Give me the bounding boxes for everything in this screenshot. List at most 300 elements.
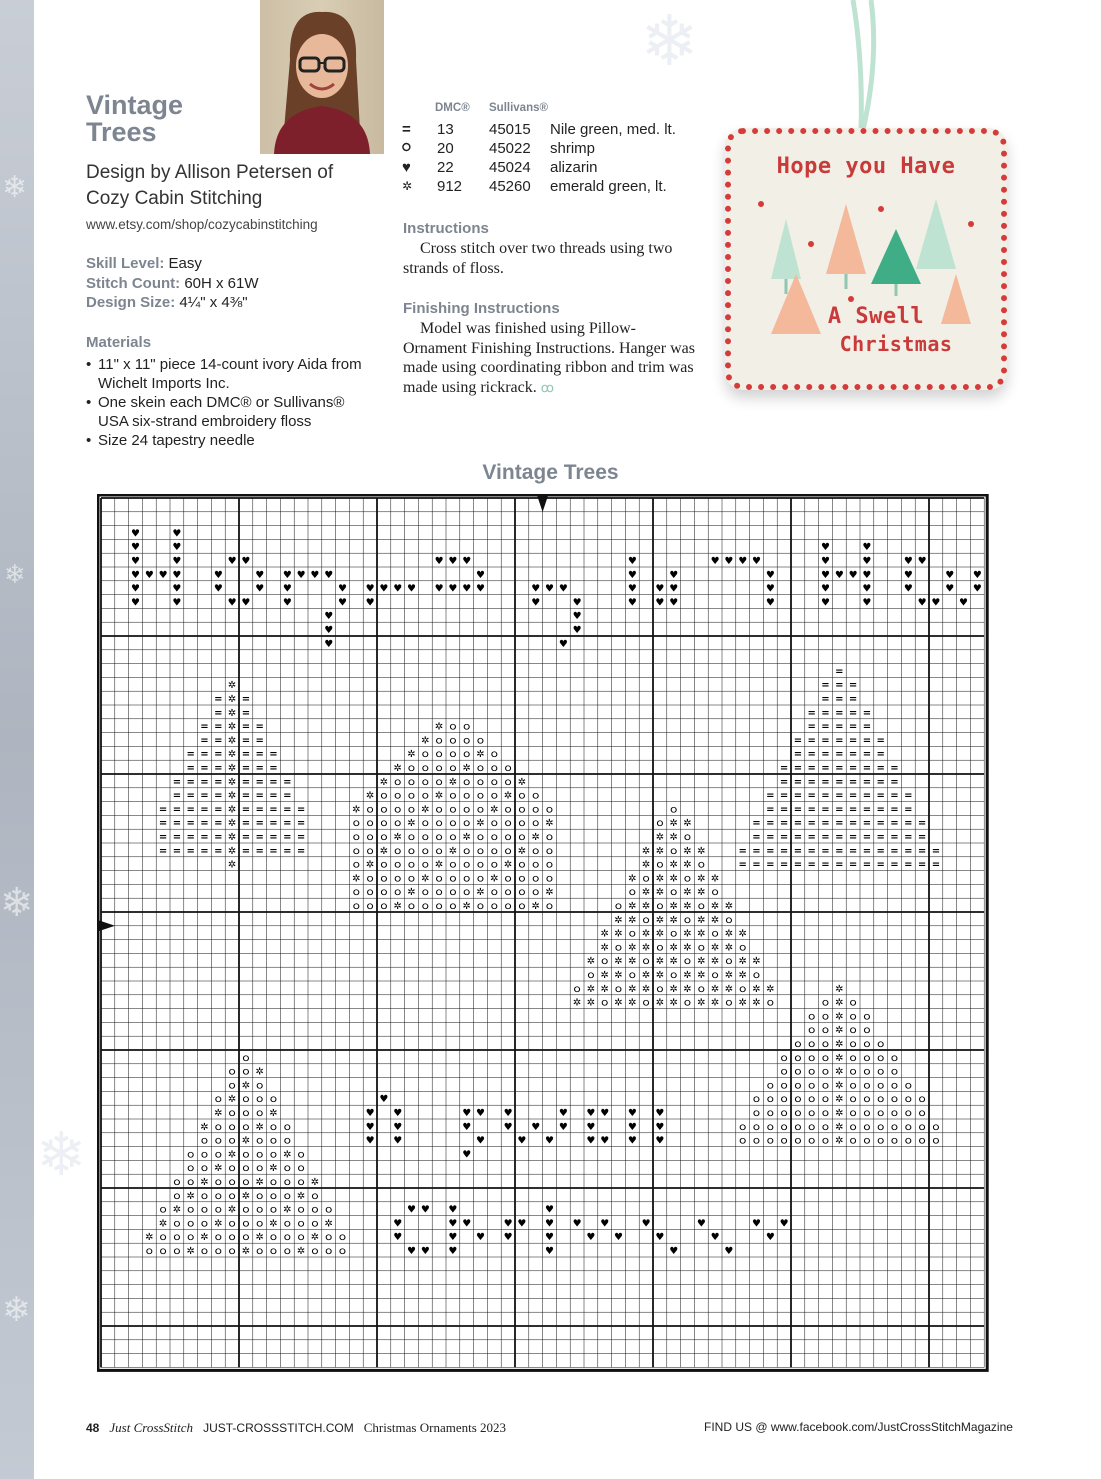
equals-stitch: = — [158, 845, 168, 857]
circle-stitch: ⭘ — [932, 1122, 940, 1132]
circle-stitch: ⭘ — [187, 1164, 194, 1174]
circle-stitch: ⭘ — [822, 1039, 829, 1049]
heart-stitch: ♥ — [586, 1107, 596, 1119]
heart-stitch: ♥ — [655, 1107, 665, 1119]
circle-stitch: ⭘ — [905, 1122, 912, 1132]
heart-stitch: ♥ — [531, 597, 541, 609]
pattern-title: Vintage Trees — [86, 90, 184, 147]
finishing-section — [403, 300, 698, 397]
equals-stitch: = — [876, 762, 885, 774]
tree-stitch: ✲ — [214, 1163, 223, 1175]
equals-stitch: = — [793, 776, 803, 788]
circle-stitch: ⭘ — [449, 805, 457, 815]
circle-stitch: ⭘ — [615, 943, 622, 953]
tree-stitch: ✲ — [683, 845, 692, 857]
circle-stitch: ⭘ — [187, 1233, 194, 1243]
circle-stitch: ⭘ — [808, 1067, 815, 1077]
circle-stitch: ⭘ — [284, 1136, 291, 1146]
heart-stitch: ♥ — [131, 569, 140, 581]
circle-stitch: ⭘ — [201, 1191, 208, 1201]
equals-stitch: = — [876, 804, 885, 816]
equals-stitch: = — [255, 749, 264, 761]
equals-stitch: = — [283, 845, 292, 857]
circle-stitch: ⭘ — [849, 1122, 857, 1132]
tree-stitch: ✲ — [835, 997, 844, 1009]
circle-stitch: ⭘ — [284, 1219, 291, 1229]
circle-stitch: ⭘ — [408, 832, 415, 842]
tree-stitch: ✲ — [227, 859, 237, 871]
circle-stitch: ⭘ — [491, 888, 498, 898]
circle-stitch: ⭘ — [767, 998, 774, 1008]
circle-stitch: ⭘ — [270, 1191, 277, 1201]
equals-stitch: = — [269, 776, 278, 788]
equals-stitch: = — [241, 749, 251, 761]
tree-stitch: ✲ — [641, 969, 651, 981]
equals-stitch: = — [807, 831, 816, 843]
equals-stitch: = — [738, 845, 747, 857]
circle-stitch: ⭘ — [822, 1081, 829, 1091]
tree-stitch: ✲ — [655, 914, 665, 926]
heart-stitch: ♥ — [172, 542, 182, 554]
circle-stitch: ⭘ — [518, 860, 526, 870]
circle-stitch: ⭘ — [242, 1067, 250, 1077]
equals-stitch: = — [821, 762, 830, 774]
circle-stitch: ⭘ — [739, 1122, 746, 1132]
circle-stitch: ⭘ — [463, 777, 470, 787]
circle-stitch: ⭘ — [353, 888, 360, 898]
circle-stitch: ⭘ — [242, 1219, 250, 1229]
circle-stitch: ⭘ — [394, 846, 401, 856]
circle-stitch: ⭘ — [504, 846, 512, 856]
circle-stitch: ⭘ — [422, 819, 429, 829]
equals-stitch: = — [241, 845, 251, 857]
tree-stitch: ✲ — [600, 928, 609, 940]
equals-stitch: = — [186, 831, 195, 843]
circle-stitch: ⭘ — [532, 819, 539, 829]
equals-stitch: = — [807, 818, 816, 830]
tree-stitch: ✲ — [227, 707, 237, 719]
equals-stitch: = — [214, 749, 223, 761]
equals-stitch: = — [890, 804, 899, 816]
circle-stitch: ⭘ — [546, 874, 553, 884]
circle-stitch: ⭘ — [670, 970, 677, 980]
circle-stitch: ⭘ — [822, 1108, 829, 1118]
tree-stitch: ✲ — [683, 900, 692, 912]
tree-stitch: ✲ — [710, 983, 720, 995]
equals-stitch: = — [821, 845, 830, 857]
circle-stitch: ⭘ — [325, 1246, 332, 1256]
heart-stitch: ♥ — [517, 1218, 527, 1230]
equals-stitch: = — [835, 790, 844, 802]
equals-stitch: = — [821, 749, 830, 761]
circle-stitch: ⭘ — [463, 805, 470, 815]
equals-stitch: = — [807, 859, 816, 871]
tree-stitch: ✲ — [614, 928, 623, 940]
circle-stitch: ⭘ — [270, 1150, 277, 1160]
heart-stitch: ♥ — [365, 1121, 375, 1133]
heart-stitch: ♥ — [710, 1232, 720, 1244]
magazine-site: JUST-CROSSSTITCH.COM — [203, 1421, 354, 1435]
tree-stitch: ✲ — [641, 942, 651, 954]
equals-stitch: = — [862, 831, 872, 843]
tree-stitch: ✲ — [214, 1107, 223, 1119]
tree-stitch: ✲ — [255, 1176, 264, 1188]
equals-stitch: = — [793, 845, 803, 857]
circle-stitch: ⭘ — [656, 984, 664, 994]
ribbon-hanger-icon — [713, 0, 1013, 40]
heart-stitch: ♥ — [862, 569, 872, 581]
circle-stitch: ⭘ — [463, 791, 470, 801]
tree-stitch: ✲ — [683, 969, 692, 981]
circle-stitch: ⭘ — [822, 1095, 829, 1105]
equals-stitch: = — [779, 859, 789, 871]
equals-stitch: = — [793, 790, 803, 802]
equals-stitch: = — [283, 831, 292, 843]
circle-stitch: ⭘ — [477, 791, 484, 801]
equals-stitch: = — [241, 693, 251, 705]
tree-stitch: ✲ — [379, 845, 389, 857]
circle-stitch: ⭘ — [504, 805, 512, 815]
equals-stitch: = — [821, 831, 830, 843]
tree-stitch: ✲ — [365, 790, 375, 802]
magazine-name: Just CrossStitch — [109, 1420, 194, 1435]
equals-stitch: = — [241, 804, 251, 816]
circle-stitch: ⭘ — [808, 1122, 815, 1132]
heart-stitch: ♥ — [476, 583, 485, 595]
designer-url[interactable]: www.etsy.com/shop/cozycabinstitching — [86, 217, 318, 232]
circle-stitch: ⭘ — [435, 777, 443, 787]
tree-stitch: ✲ — [614, 956, 623, 968]
tree-stitch: ✲ — [835, 1052, 844, 1064]
circle-stitch: ⭘ — [284, 1191, 291, 1201]
heart-stitch: ♥ — [655, 583, 665, 595]
equals-stitch: = — [862, 845, 872, 857]
circle-stitch: ⭘ — [477, 777, 484, 787]
circle-stitch: ⭘ — [394, 874, 401, 884]
heart-stitch: ♥ — [655, 597, 665, 609]
circle-stitch: ⭘ — [725, 915, 733, 925]
circle-stitch: ⭘ — [684, 874, 691, 884]
circle-stitch: ⭘ — [463, 860, 470, 870]
tree-stitch: ✲ — [683, 942, 692, 954]
heart-stitch: ♥ — [931, 597, 941, 609]
equals-stitch: = — [172, 776, 182, 788]
circle-stitch: ⭘ — [325, 1205, 332, 1215]
tree-stitch: ✲ — [517, 776, 527, 788]
circle-stitch: ⭘ — [808, 1039, 815, 1049]
circle-stitch: ⭘ — [753, 970, 760, 980]
equals-stitch: = — [835, 666, 844, 678]
equals-stitch: = — [214, 776, 223, 788]
ornament-text-line1: Hope you Have — [776, 154, 956, 179]
tree-stitch: ✲ — [421, 804, 430, 816]
circle-stitch: ⭘ — [822, 1012, 829, 1022]
tree-stitch: ✲ — [531, 831, 540, 843]
tree-stitch: ✲ — [227, 818, 237, 830]
circle-stitch: ⭘ — [228, 1246, 236, 1256]
tree-stitch: ✲ — [835, 1135, 844, 1147]
equals-stitch: = — [779, 804, 789, 816]
circle-stitch: ⭘ — [629, 888, 636, 898]
heart-stitch: ♥ — [696, 1218, 706, 1230]
equals-stitch: = — [779, 790, 789, 802]
circle-stitch: ⭘ — [449, 874, 457, 884]
equals-stitch: = — [848, 735, 858, 747]
equals-stitch: = — [807, 735, 816, 747]
equals-stitch: = — [779, 776, 789, 788]
heart-stitch: ♥ — [172, 597, 182, 609]
tree-stitch: ✲ — [835, 1080, 844, 1092]
tree-stitch: ✲ — [614, 969, 623, 981]
circle-stitch: ⭘ — [794, 1081, 802, 1091]
tree-stitch: ✲ — [683, 928, 692, 940]
heart-stitch: ♥ — [476, 569, 485, 581]
circle-stitch: ⭘ — [615, 984, 622, 994]
tree-stitch: ✲ — [710, 942, 720, 954]
circle-stitch: ⭘ — [891, 1067, 898, 1077]
equals-stitch: = — [214, 707, 223, 719]
equals-stitch: = — [821, 735, 830, 747]
heart-stitch: ♥ — [669, 583, 679, 595]
circle-stitch: ⭘ — [435, 736, 443, 746]
circle-stitch: ⭘ — [877, 1067, 884, 1077]
circle-stitch: ⭘ — [849, 998, 857, 1008]
equals-stitch: = — [269, 790, 278, 802]
heart-stitch: ♥ — [365, 597, 375, 609]
tree-stitch: ✲ — [158, 1218, 168, 1230]
circle-stitch: ⭘ — [698, 860, 705, 870]
equals-stitch: = — [255, 735, 264, 747]
circle-stitch: ⭘ — [242, 1205, 250, 1215]
tree-stitch: ✲ — [434, 721, 444, 733]
equals-stitch: = — [255, 790, 264, 802]
circle-stitch: ⭘ — [187, 1219, 194, 1229]
tree-stitch: ✲ — [641, 900, 651, 912]
heart-stitch: ♥ — [959, 597, 968, 609]
heart-stitch: ♥ — [917, 597, 927, 609]
tree-stitch: ✲ — [586, 997, 596, 1009]
tree-stitch: ✲ — [669, 983, 678, 995]
circle-stitch: ⭘ — [905, 1095, 912, 1105]
equals-stitch: = — [766, 859, 775, 871]
circle-stitch: ⭘ — [794, 1136, 802, 1146]
circle-stitch: ⭘ — [284, 1177, 291, 1187]
equals-stitch: = — [793, 831, 803, 843]
tree-stitch: ✲ — [448, 776, 458, 788]
equals-stitch: = — [186, 804, 195, 816]
circle-stitch: ⭘ — [918, 1095, 926, 1105]
circle-stitch: ⭘ — [753, 1108, 760, 1118]
circle-stitch: ⭘ — [849, 1095, 857, 1105]
circle-stitch: ⭘ — [422, 777, 429, 787]
circle-stitch: ⭘ — [173, 1177, 181, 1187]
equals-stitch: = — [738, 859, 747, 871]
circle-stitch: ⭘ — [642, 957, 650, 967]
heart-stitch: ♥ — [393, 1232, 403, 1244]
circle-stitch: ⭘ — [877, 1095, 884, 1105]
snowflake-icon: ❄ — [640, 0, 699, 82]
tree-stitch: ✲ — [227, 1204, 237, 1216]
circle-stitch: ⭘ — [435, 750, 443, 760]
tree-stitch: ✲ — [227, 845, 237, 857]
circle-stitch: ⭘ — [670, 888, 677, 898]
circle-stitch: ⭘ — [532, 860, 539, 870]
tree-stitch: ✲ — [600, 969, 609, 981]
circle-stitch: ⭘ — [270, 1233, 277, 1243]
circle-stitch: ⭘ — [339, 1233, 346, 1243]
circle-stitch: ⭘ — [794, 1095, 802, 1105]
circle-stitch: ⭘ — [297, 1177, 305, 1187]
circle-stitch: ⭘ — [449, 860, 457, 870]
tree-stitch: ✲ — [710, 997, 720, 1009]
heart-stitch: ♥ — [586, 1135, 596, 1147]
circle-stitch: ⭘ — [228, 1067, 236, 1077]
equals-stitch: = — [835, 818, 844, 830]
circle-stitch: ⭘ — [408, 846, 415, 856]
equals-stitch: = — [821, 790, 830, 802]
circle-stitch: ⭘ — [463, 819, 470, 829]
left-decorative-strip — [0, 0, 34, 1479]
tree-stitch: ✲ — [517, 845, 527, 857]
circle-stitch: ⭘ — [504, 874, 512, 884]
circle-stitch: ⭘ — [849, 1136, 857, 1146]
equals-stitch: = — [766, 845, 775, 857]
circle-stitch: ⭘ — [394, 791, 401, 801]
heart-stitch: ♥ — [365, 583, 375, 595]
circle-stitch: ⭘ — [918, 1136, 926, 1146]
equals-stitch: = — [931, 859, 941, 871]
heart-stitch: ♥ — [945, 569, 955, 581]
tree-stitch: ✲ — [669, 818, 678, 830]
tree-stitch: ✲ — [586, 956, 596, 968]
tree-stitch: ✲ — [393, 831, 402, 843]
heart-stitch: ♥ — [144, 569, 154, 581]
heart-stitch: ♥ — [393, 1135, 403, 1147]
circle-stitch: ⭘ — [491, 750, 498, 760]
circle-stitch: ⭘ — [491, 901, 498, 911]
equals-stitch: = — [835, 707, 844, 719]
equals-stitch: = — [835, 762, 844, 774]
circle-stitch: ⭘ — [532, 846, 539, 856]
circle-stitch: ⭘ — [477, 805, 484, 815]
circle-stitch: ⭘ — [546, 805, 553, 815]
circle-stitch: ⭘ — [546, 846, 553, 856]
equals-stitch: = — [752, 845, 761, 857]
equals-stitch: = — [752, 818, 761, 830]
equals-stitch: = — [821, 804, 830, 816]
circle-stitch: ⭘ — [422, 888, 429, 898]
heart-stitch: ♥ — [752, 1218, 761, 1230]
tree-stitch: ✲ — [283, 1204, 292, 1216]
circle-stitch: ⭘ — [863, 1095, 871, 1105]
equals-stitch: = — [214, 693, 223, 705]
circle-stitch: ⭘ — [353, 901, 360, 911]
circle-stitch: ⭘ — [380, 819, 388, 829]
circle-stitch: ⭘ — [159, 1205, 167, 1215]
equals-symbol-icon: = — [402, 121, 411, 138]
circle-stitch: ⭘ — [256, 1095, 263, 1105]
heart-stitch: ♥ — [641, 1218, 651, 1230]
equals-stitch: = — [200, 776, 209, 788]
equals-stitch: = — [835, 831, 844, 843]
equals-stitch: = — [862, 762, 872, 774]
heart-stitch: ♥ — [848, 569, 858, 581]
equals-stitch: = — [214, 735, 223, 747]
heart-stitch: ♥ — [434, 555, 444, 567]
list-item: • Size 24 tapestry needle — [86, 431, 366, 450]
tree-stitch: ✲ — [835, 1094, 844, 1106]
equals-stitch: = — [241, 790, 251, 802]
equals-stitch: = — [766, 804, 775, 816]
equals-stitch: = — [876, 749, 885, 761]
circle-stitch: ⭘ — [408, 805, 415, 815]
circle-stitch: ⭘ — [366, 805, 374, 815]
equals-stitch: = — [269, 831, 278, 843]
tree-stitch: ✲ — [752, 956, 761, 968]
equals-stitch: = — [214, 831, 223, 843]
circle-stitch: ⭘ — [449, 819, 457, 829]
circle-stitch: ⭘ — [270, 1177, 277, 1187]
equals-stitch: = — [835, 693, 844, 705]
finishing-text: Model was finished using Pillow-Ornament Finishing Instructions. Hanger was made using coordinating ribbon and trim was made using rickrack. ꝏ — [403, 320, 695, 396]
equals-stitch: = — [779, 818, 789, 830]
circle-stitch: ⭘ — [187, 1205, 194, 1215]
equals-stitch: = — [172, 845, 182, 857]
heart-stitch: ♥ — [255, 583, 265, 595]
facebook-link[interactable]: FIND US @ www.facebook.com/JustCrossStitchMagazine — [704, 1420, 1013, 1434]
circle-stitch: ⭘ — [739, 984, 746, 994]
circle-stitch: ⭘ — [159, 1233, 167, 1243]
circle-stitch: ⭘ — [849, 1026, 857, 1036]
tree-stitch: ✲ — [186, 1190, 195, 1202]
circle-stitch: ⭘ — [297, 1150, 305, 1160]
tree-stitch: ✲ — [655, 845, 665, 857]
circle-stitch: ⭘ — [739, 943, 746, 953]
equals-stitch: = — [876, 790, 885, 802]
circle-stitch: ⭘ — [284, 1164, 291, 1174]
circle-stitch: ⭘ — [863, 1039, 871, 1049]
circle-stitch: ⭘ — [297, 1219, 305, 1229]
tree-stitch: ✲ — [241, 1245, 251, 1257]
equals-stitch: = — [255, 776, 264, 788]
equals-stitch: = — [821, 776, 830, 788]
circle-stitch: ⭘ — [863, 1081, 871, 1091]
equals-stitch: = — [862, 790, 872, 802]
circle-stitch: ⭘ — [187, 1150, 194, 1160]
equals-stitch: = — [296, 804, 306, 816]
tree-stitch: ✲ — [724, 983, 734, 995]
tree-stitch: ✲ — [738, 928, 747, 940]
circle-stitch: ⭘ — [228, 1177, 236, 1187]
circle-stitch: ⭘ — [242, 1095, 250, 1105]
equals-stitch: = — [255, 804, 264, 816]
equals-stitch: = — [214, 762, 223, 774]
equals-stitch: = — [904, 831, 913, 843]
circle-stitch: ⭘ — [491, 819, 498, 829]
tree-stitch: ✲ — [572, 997, 582, 1009]
equals-stitch: = — [862, 818, 872, 830]
equals-stitch: = — [848, 693, 858, 705]
tree-stitch: ✲ — [683, 983, 692, 995]
equals-stitch: = — [793, 818, 803, 830]
equals-stitch: = — [862, 804, 872, 816]
circle-stitch: ⭘ — [353, 846, 360, 856]
circle-symbol-icon: ⭘ — [402, 142, 411, 154]
tree-stitch: ✲ — [683, 859, 692, 871]
circle-stitch: ⭘ — [449, 832, 457, 842]
tree-stitch: ✲ — [227, 680, 237, 692]
circle-stitch: ⭘ — [546, 860, 553, 870]
